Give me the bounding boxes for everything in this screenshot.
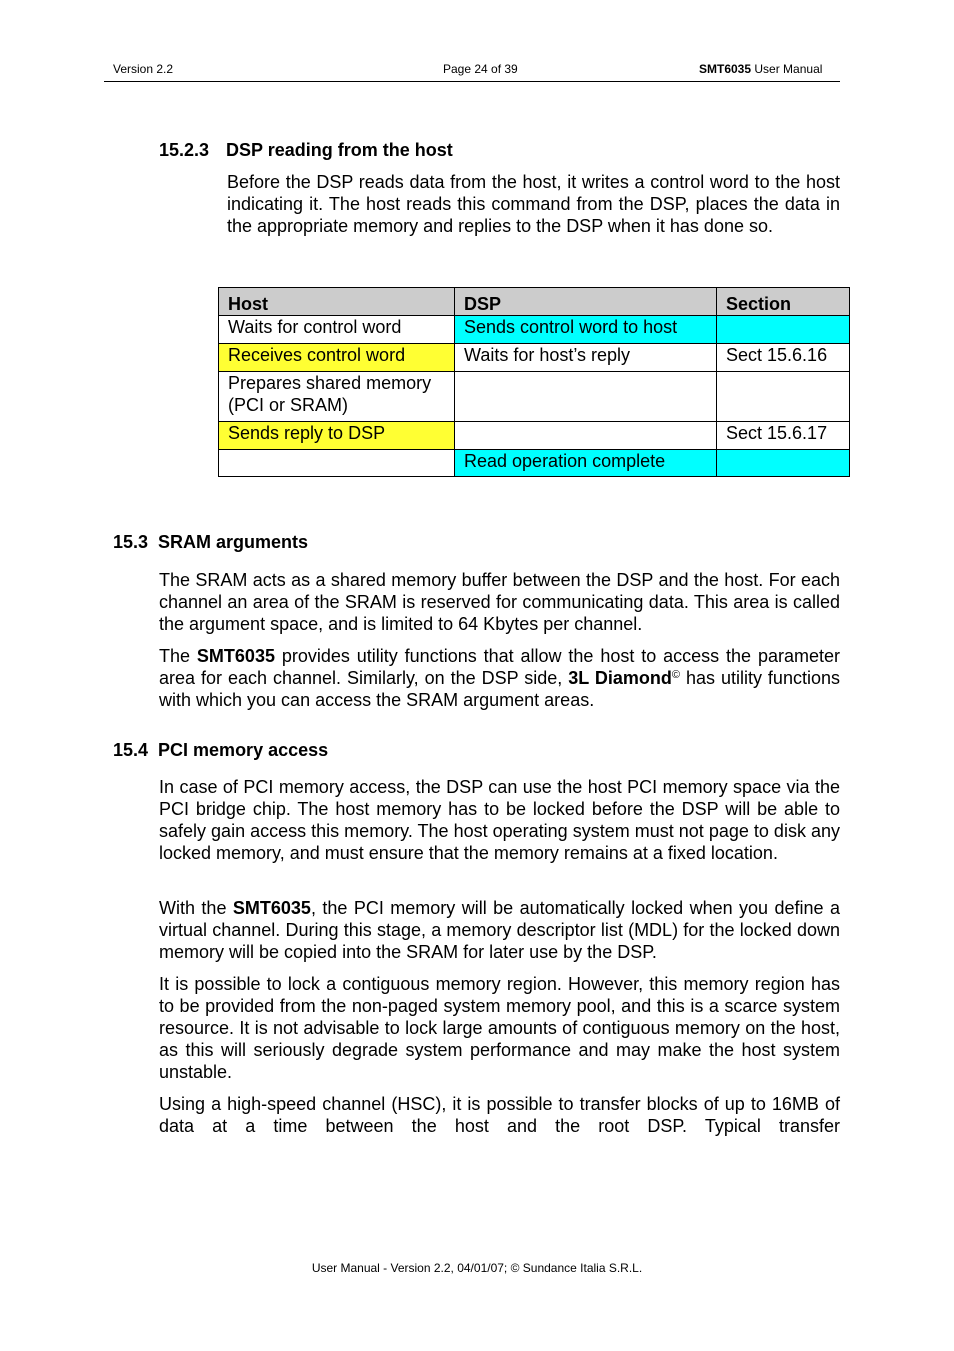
table-header-row bbox=[219, 288, 850, 316]
header-page-number: Page 24 of 39 bbox=[443, 62, 518, 76]
section-15-4-paragraph-3: It is possible to lock a contiguous memory region. However, this memory region has to be provided from the non-paged system memory pool, and this is a scarce system resource. It is not advisable to lock large amounts of contiguous memory on the host, as this will seriously degrade system performance and may make the host system unstable. bbox=[159, 974, 840, 1082]
table-row bbox=[219, 422, 850, 450]
text-run: , the PCI memory will be automatically locked when you define a virtual channel. During this stage, a memory descriptor list (MDL) for the locked down memory will be copied into the SRAM for later use by the DSP. bbox=[159, 898, 840, 962]
section-15-3-heading: 15.3 SRAM arguments bbox=[113, 532, 309, 552]
table-cell: Waits for host’s reply bbox=[455, 344, 717, 372]
text-run: has utility functions with which you can access the SRAM argument areas. bbox=[159, 668, 840, 710]
protocol-table bbox=[218, 287, 850, 477]
table-header-section: Section bbox=[717, 288, 850, 316]
table-cell: Receives control word bbox=[219, 344, 455, 372]
table-cell: Sends reply to DSP bbox=[219, 422, 455, 450]
table-cell bbox=[717, 450, 850, 477]
header-product: SMT6035 bbox=[699, 62, 752, 76]
section-15-2-3-heading bbox=[159, 140, 453, 161]
section-title: DSP reading from the host bbox=[226, 140, 453, 160]
section-number: 15.2.3 bbox=[159, 140, 210, 160]
text-run: With the bbox=[159, 898, 227, 918]
product-name: 3L Diamond bbox=[568, 668, 672, 688]
table-row bbox=[219, 344, 850, 372]
text-run: The bbox=[159, 646, 191, 666]
table-cell: Sect 15.6.17 bbox=[717, 422, 850, 450]
table-cell: Sect 15.6.16 bbox=[717, 344, 850, 372]
header-version: Version 2.2 bbox=[113, 62, 174, 76]
table-cell bbox=[717, 372, 850, 422]
table-row bbox=[219, 316, 850, 344]
table-cell: Waits for control word bbox=[219, 316, 455, 344]
section-15-4-heading: 15.4 PCI memory access bbox=[113, 740, 329, 760]
table-cell: Sends control word to host bbox=[455, 316, 717, 344]
table-cell: Prepares shared memory (PCI or SRAM) bbox=[219, 372, 455, 422]
section-15-4-paragraph-1: In case of PCI memory access, the DSP can use the host PCI memory space via the PCI bridge chip. The host memory has to be locked before the DSP will be able to safely gain access this memory. The host operating system must not page to disk any locked memory, and must ensure that the memory remains at a fixed location. bbox=[159, 777, 840, 863]
section-15-2-3-paragraph: Before the DSP reads data from the host, it writes a control word to the host indicating it. The host reads this command from the DSP, places the data in the appropriate memory and replies to the DSP when it has done so. bbox=[227, 172, 840, 236]
table-cell bbox=[219, 450, 455, 477]
product-name: SMT6035 bbox=[196, 646, 275, 666]
section-15-4-paragraph-4: Using a high-speed channel (HSC), it is possible to transfer blocks of up to 16MB of data at a time between the host and the root DSP. Typical transfer bbox=[159, 1094, 840, 1136]
header-manual: User Manual bbox=[754, 62, 823, 76]
product-name: SMT6035 bbox=[232, 898, 311, 918]
section-15-4-paragraph-2 bbox=[159, 897, 840, 963]
page-footer: User Manual - Version 2.2, 04/01/07; © Sundance Italia S.R.L. bbox=[311, 1261, 643, 1275]
text-run: provides utility functions that allow the host to access the parameter area for each channel. Similarly, on the DSP side, bbox=[159, 646, 840, 688]
table-cell bbox=[717, 316, 850, 344]
table-row bbox=[219, 372, 850, 422]
table-header-dsp: DSP bbox=[455, 288, 717, 316]
section-15-3-paragraph-1: The SRAM acts as a shared memory buffer between the DSP and the host. For each channel an area of the SRAM is reserved for communicating data. This area is called the argument space, and is limited to 64 Kbytes per channel. bbox=[159, 570, 840, 634]
header-title bbox=[699, 62, 822, 76]
table-cell bbox=[455, 422, 717, 450]
table-header-host: Host bbox=[219, 288, 455, 316]
table-row bbox=[219, 450, 850, 477]
table-cell bbox=[455, 372, 717, 422]
header-divider bbox=[104, 81, 840, 82]
table-cell: Read operation complete bbox=[455, 450, 717, 477]
section-15-3-paragraph-2 bbox=[159, 645, 840, 711]
copyright-mark: © bbox=[671, 669, 680, 681]
